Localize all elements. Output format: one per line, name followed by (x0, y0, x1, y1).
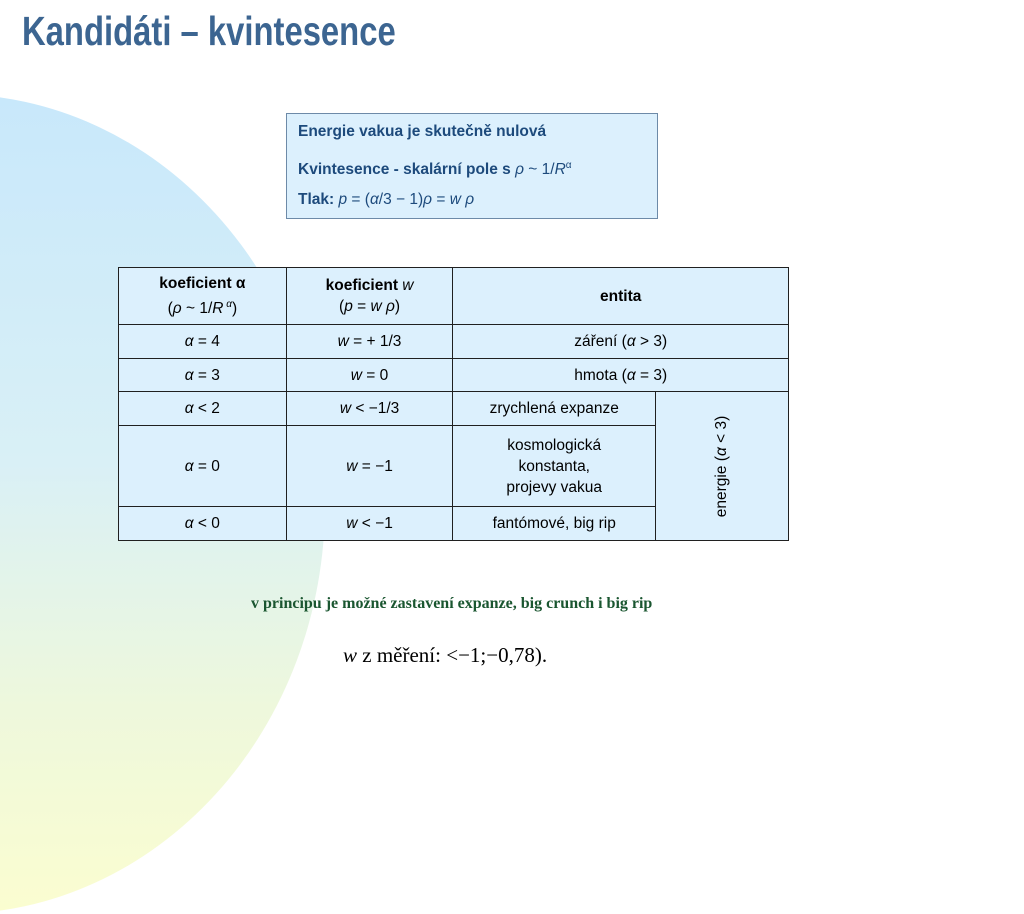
alpha-cell (119, 359, 287, 392)
table-row (119, 392, 789, 426)
w-cell (286, 392, 453, 426)
entity-cell: zrychlená expanze (453, 392, 656, 426)
paren-close: ) (231, 300, 238, 318)
page-title: Kandidáti – kvintesence (22, 8, 396, 54)
measurement-value: z měření: <−1;−0,78). (357, 643, 548, 667)
header-alpha-title: koeficient α (159, 274, 246, 292)
w-relation: = + 1/3 (348, 333, 402, 350)
w-var: w (350, 366, 362, 384)
w-var: w (346, 515, 358, 532)
alpha-relation: < 0 (193, 515, 220, 532)
alpha-cell (119, 325, 287, 359)
alpha-var: α (184, 400, 194, 417)
w-relation: < −1/3 (351, 400, 400, 417)
rho-symbol: ρ (515, 161, 524, 179)
alpha-exponent: α (565, 160, 572, 171)
w-cell (286, 507, 453, 541)
p-symbol: p (338, 191, 348, 208)
w-symbol: w (449, 191, 461, 208)
header-w-var: w (397, 277, 414, 294)
energy-label (712, 415, 733, 516)
entity-cond: = 3) (635, 366, 668, 384)
energy-cond: < 3) (713, 415, 731, 447)
info-line-quintessence (298, 156, 647, 190)
tilde-one: ~ 1/ (524, 161, 555, 179)
w-var: w (337, 333, 349, 350)
entity-name: záření ( (574, 333, 627, 350)
entity-cell: fantómové, big rip (453, 507, 656, 541)
info-box (286, 113, 658, 219)
w-cell (286, 359, 453, 392)
paren-open: ( (339, 298, 345, 315)
pressure-formula (339, 191, 475, 208)
alpha-relation: = 4 (193, 333, 220, 350)
paren-close: ) (394, 298, 401, 315)
alpha-cell (119, 426, 287, 507)
energy-var: α (713, 446, 731, 456)
eq-sign: = (352, 298, 371, 315)
alpha-cell (119, 507, 287, 541)
alpha-relation: = 0 (193, 457, 220, 475)
header-w-title: koeficient (325, 277, 398, 294)
alpha-symbol: α (369, 191, 379, 208)
entity-line: kosmologická (507, 436, 602, 454)
alpha-relation: < 2 (193, 400, 220, 417)
third-term: /3 − 1) (378, 191, 424, 208)
p-symbol: p (344, 298, 353, 315)
eq-open: = ( (347, 191, 370, 208)
measurement-text (343, 643, 547, 668)
r-symbol: R (554, 161, 566, 179)
entity-var: α (626, 333, 636, 350)
info-line-vacuum (298, 122, 647, 156)
header-alpha (119, 268, 287, 325)
header-w-sub (339, 298, 400, 315)
table-row (119, 325, 789, 359)
alpha-var: α (184, 333, 194, 350)
header-alpha-sub (168, 300, 238, 317)
w-var: w (346, 457, 358, 475)
alpha-relation: = 3 (193, 366, 220, 384)
w-cell (286, 325, 453, 359)
energy-merged-cell (656, 392, 789, 541)
info-line-quintessence-text: Kvintesence - skalární pole s (298, 161, 511, 179)
w-relation: = −1 (357, 457, 393, 475)
r-symbol: R (212, 300, 224, 318)
alpha-exponent: α (223, 298, 232, 310)
pressure-label: Tlak: (298, 191, 335, 208)
rho-symbol: ρ (172, 300, 182, 318)
quintessence-formula (515, 161, 571, 178)
header-w (286, 268, 453, 325)
w-relation: = 0 (362, 366, 389, 384)
rho-symbol: ρ (386, 298, 395, 315)
alpha-var: α (184, 515, 194, 532)
energy-prefix: energie ( (713, 455, 731, 517)
w-var: w (339, 400, 352, 417)
info-line-pressure (298, 190, 647, 224)
measurement-var: w (343, 643, 358, 667)
w-symbol: w (370, 298, 382, 315)
rho-symbol: ρ (423, 191, 433, 208)
w-relation: < −1 (357, 515, 393, 532)
alpha-var: α (184, 457, 194, 475)
entity-cell (453, 426, 656, 507)
paren-open: ( (167, 300, 173, 318)
rho-symbol: ρ (465, 191, 475, 208)
alpha-cell (119, 392, 287, 426)
table-row (119, 359, 789, 392)
entity-name: hmota ( (574, 366, 627, 384)
entity-cell (453, 325, 789, 359)
alpha-var: α (184, 366, 194, 384)
entity-var: α (626, 366, 636, 384)
table-header-row (119, 268, 789, 325)
eq-sign: = (432, 191, 450, 208)
header-entity: entita (453, 268, 789, 325)
entity-line: konstanta, (518, 457, 590, 475)
entity-cond: > 3) (635, 333, 668, 350)
w-cell (286, 426, 453, 507)
note-text: v principu je možné zastavení expanze, big crunch i big rip (251, 595, 653, 612)
entity-cell (453, 359, 789, 392)
entity-line: projevy vakua (506, 478, 603, 496)
quintessence-table (118, 267, 789, 541)
tilde-one: ~ 1/ (181, 300, 213, 318)
info-line-vacuum-text: Energie vakua je skutečně nulová (298, 123, 547, 140)
